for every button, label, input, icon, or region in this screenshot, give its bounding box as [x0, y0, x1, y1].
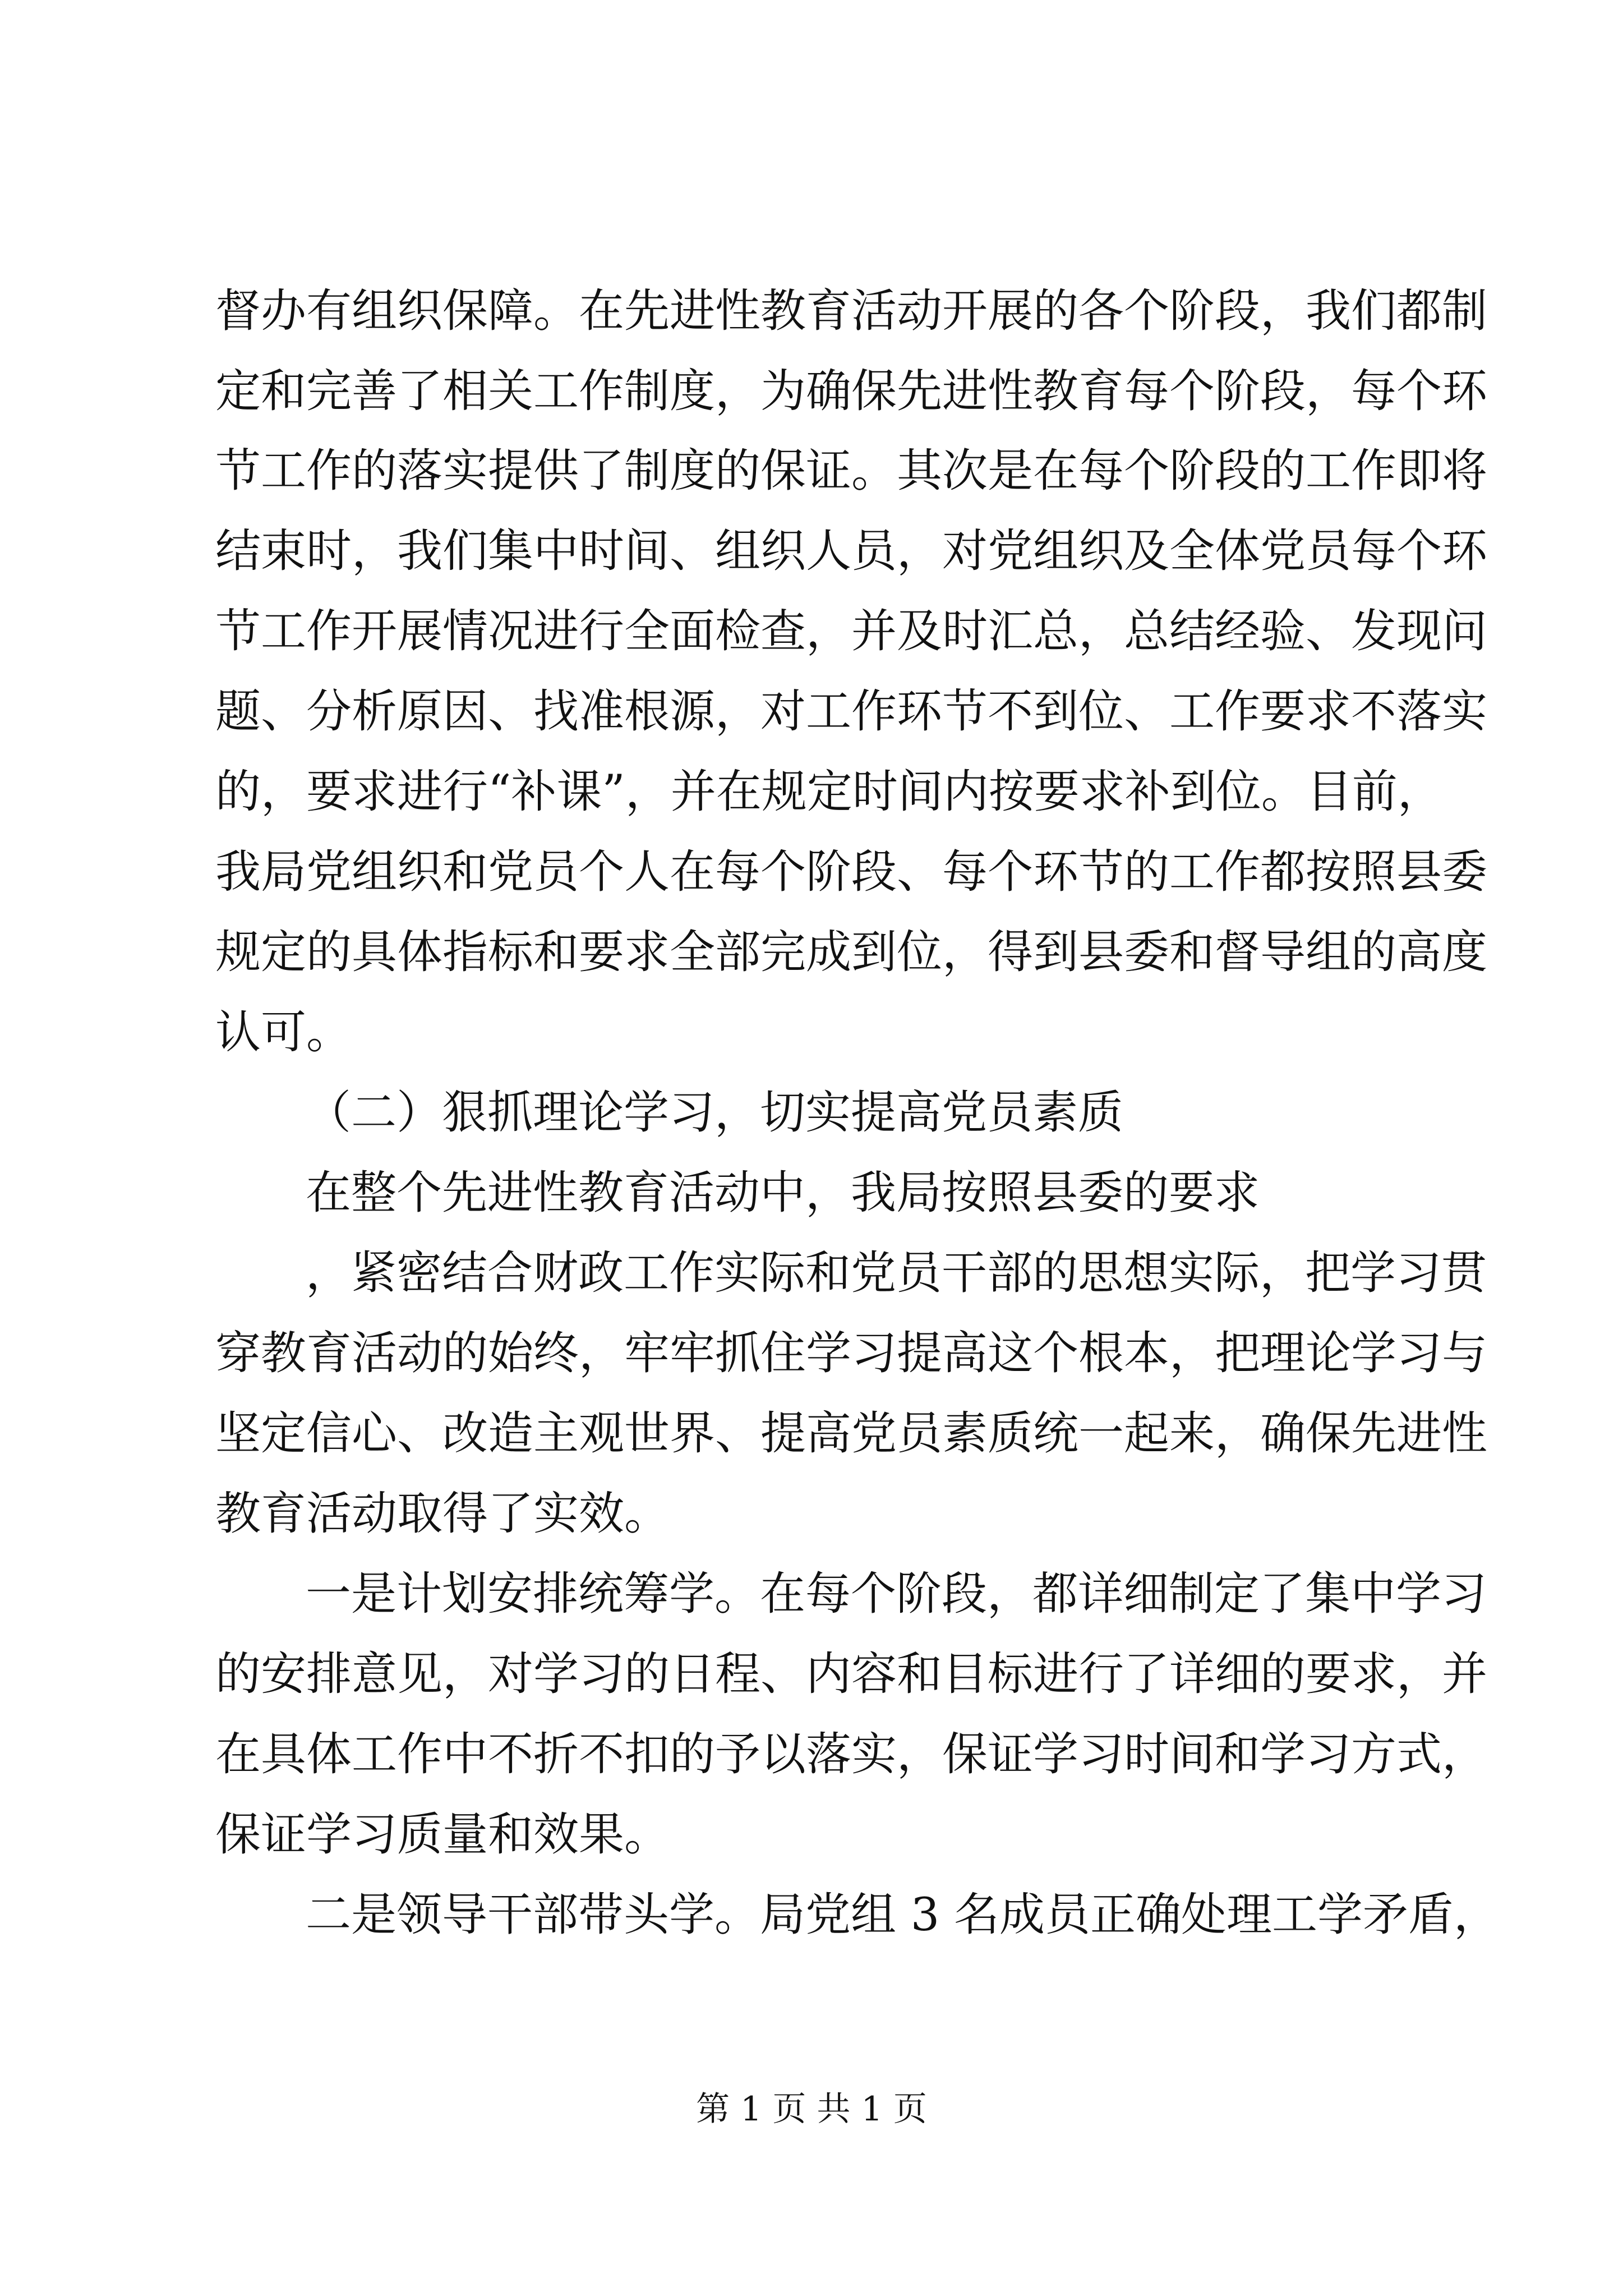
text-line: 结束时，我们集中时间、组织人员，对党组织及全体党员每个环 — [215, 525, 1488, 578]
text-line: ，紧密结合财政工作实际和党员干部的思想实际，把学习贯 — [306, 1247, 1487, 1300]
text-line: 坚定信心、改造主观世界、提高党员素质统一起来，确保先进性 — [215, 1407, 1488, 1460]
text-line: 我局党组织和党员个人在每个阶段、每个环节的工作都按照县委 — [215, 846, 1488, 899]
text-line: 在具体工作中不折不扣的予以落实，保证学习时间和学习方式， — [215, 1728, 1488, 1781]
text-line: 教育活动取得了实效。 — [215, 1488, 670, 1540]
text-line: 的，要求进行“补课”，并在规定时间内按要求补到位。目前， — [215, 766, 1443, 818]
text-line: 题、分析原因、找准根源，对工作环节不到位、工作要求不落实 — [215, 685, 1488, 738]
text-line: 节工作的落实提供了制度的保证。其次是在每个阶段的工作即将 — [215, 445, 1488, 498]
page-footer: 第 1 页 共 1 页 — [696, 2090, 927, 2129]
text-line: 认可。 — [215, 1006, 352, 1059]
text-line: 二是领导干部带头学。局党组 3 名成员正确处理工学矛盾， — [306, 1889, 1500, 1941]
text-line: 穿教育活动的始终，牢牢抓住学习提高这个根本，把理论学习与 — [215, 1327, 1488, 1380]
text-line: 的安排意见，对学习的日程、内容和目标进行了详细的要求，并 — [215, 1648, 1488, 1701]
text-line: 在整个先进性教育活动中，我局按照县委的要求 — [306, 1167, 1260, 1220]
section-heading: （二）狠抓理论学习，切实提高党员素质 — [306, 1087, 1124, 1139]
text-line: 一是计划安排统筹学。在每个阶段，都详细制定了集中学习 — [306, 1568, 1487, 1621]
text-line: 定和完善了相关工作制度，为确保先进性教育每个阶段，每个环 — [215, 365, 1488, 418]
text-line: 督办有组织保障。在先进性教育活动开展的各个阶段，我们都制 — [215, 285, 1488, 338]
text-line: 保证学习质量和效果。 — [215, 1809, 670, 1861]
text-line: 规定的具体指标和要求全部完成到位，得到县委和督导组的高度 — [215, 926, 1488, 979]
text-line: 节工作开展情况进行全面检查，并及时汇总，总结经验、发现问 — [215, 605, 1488, 658]
